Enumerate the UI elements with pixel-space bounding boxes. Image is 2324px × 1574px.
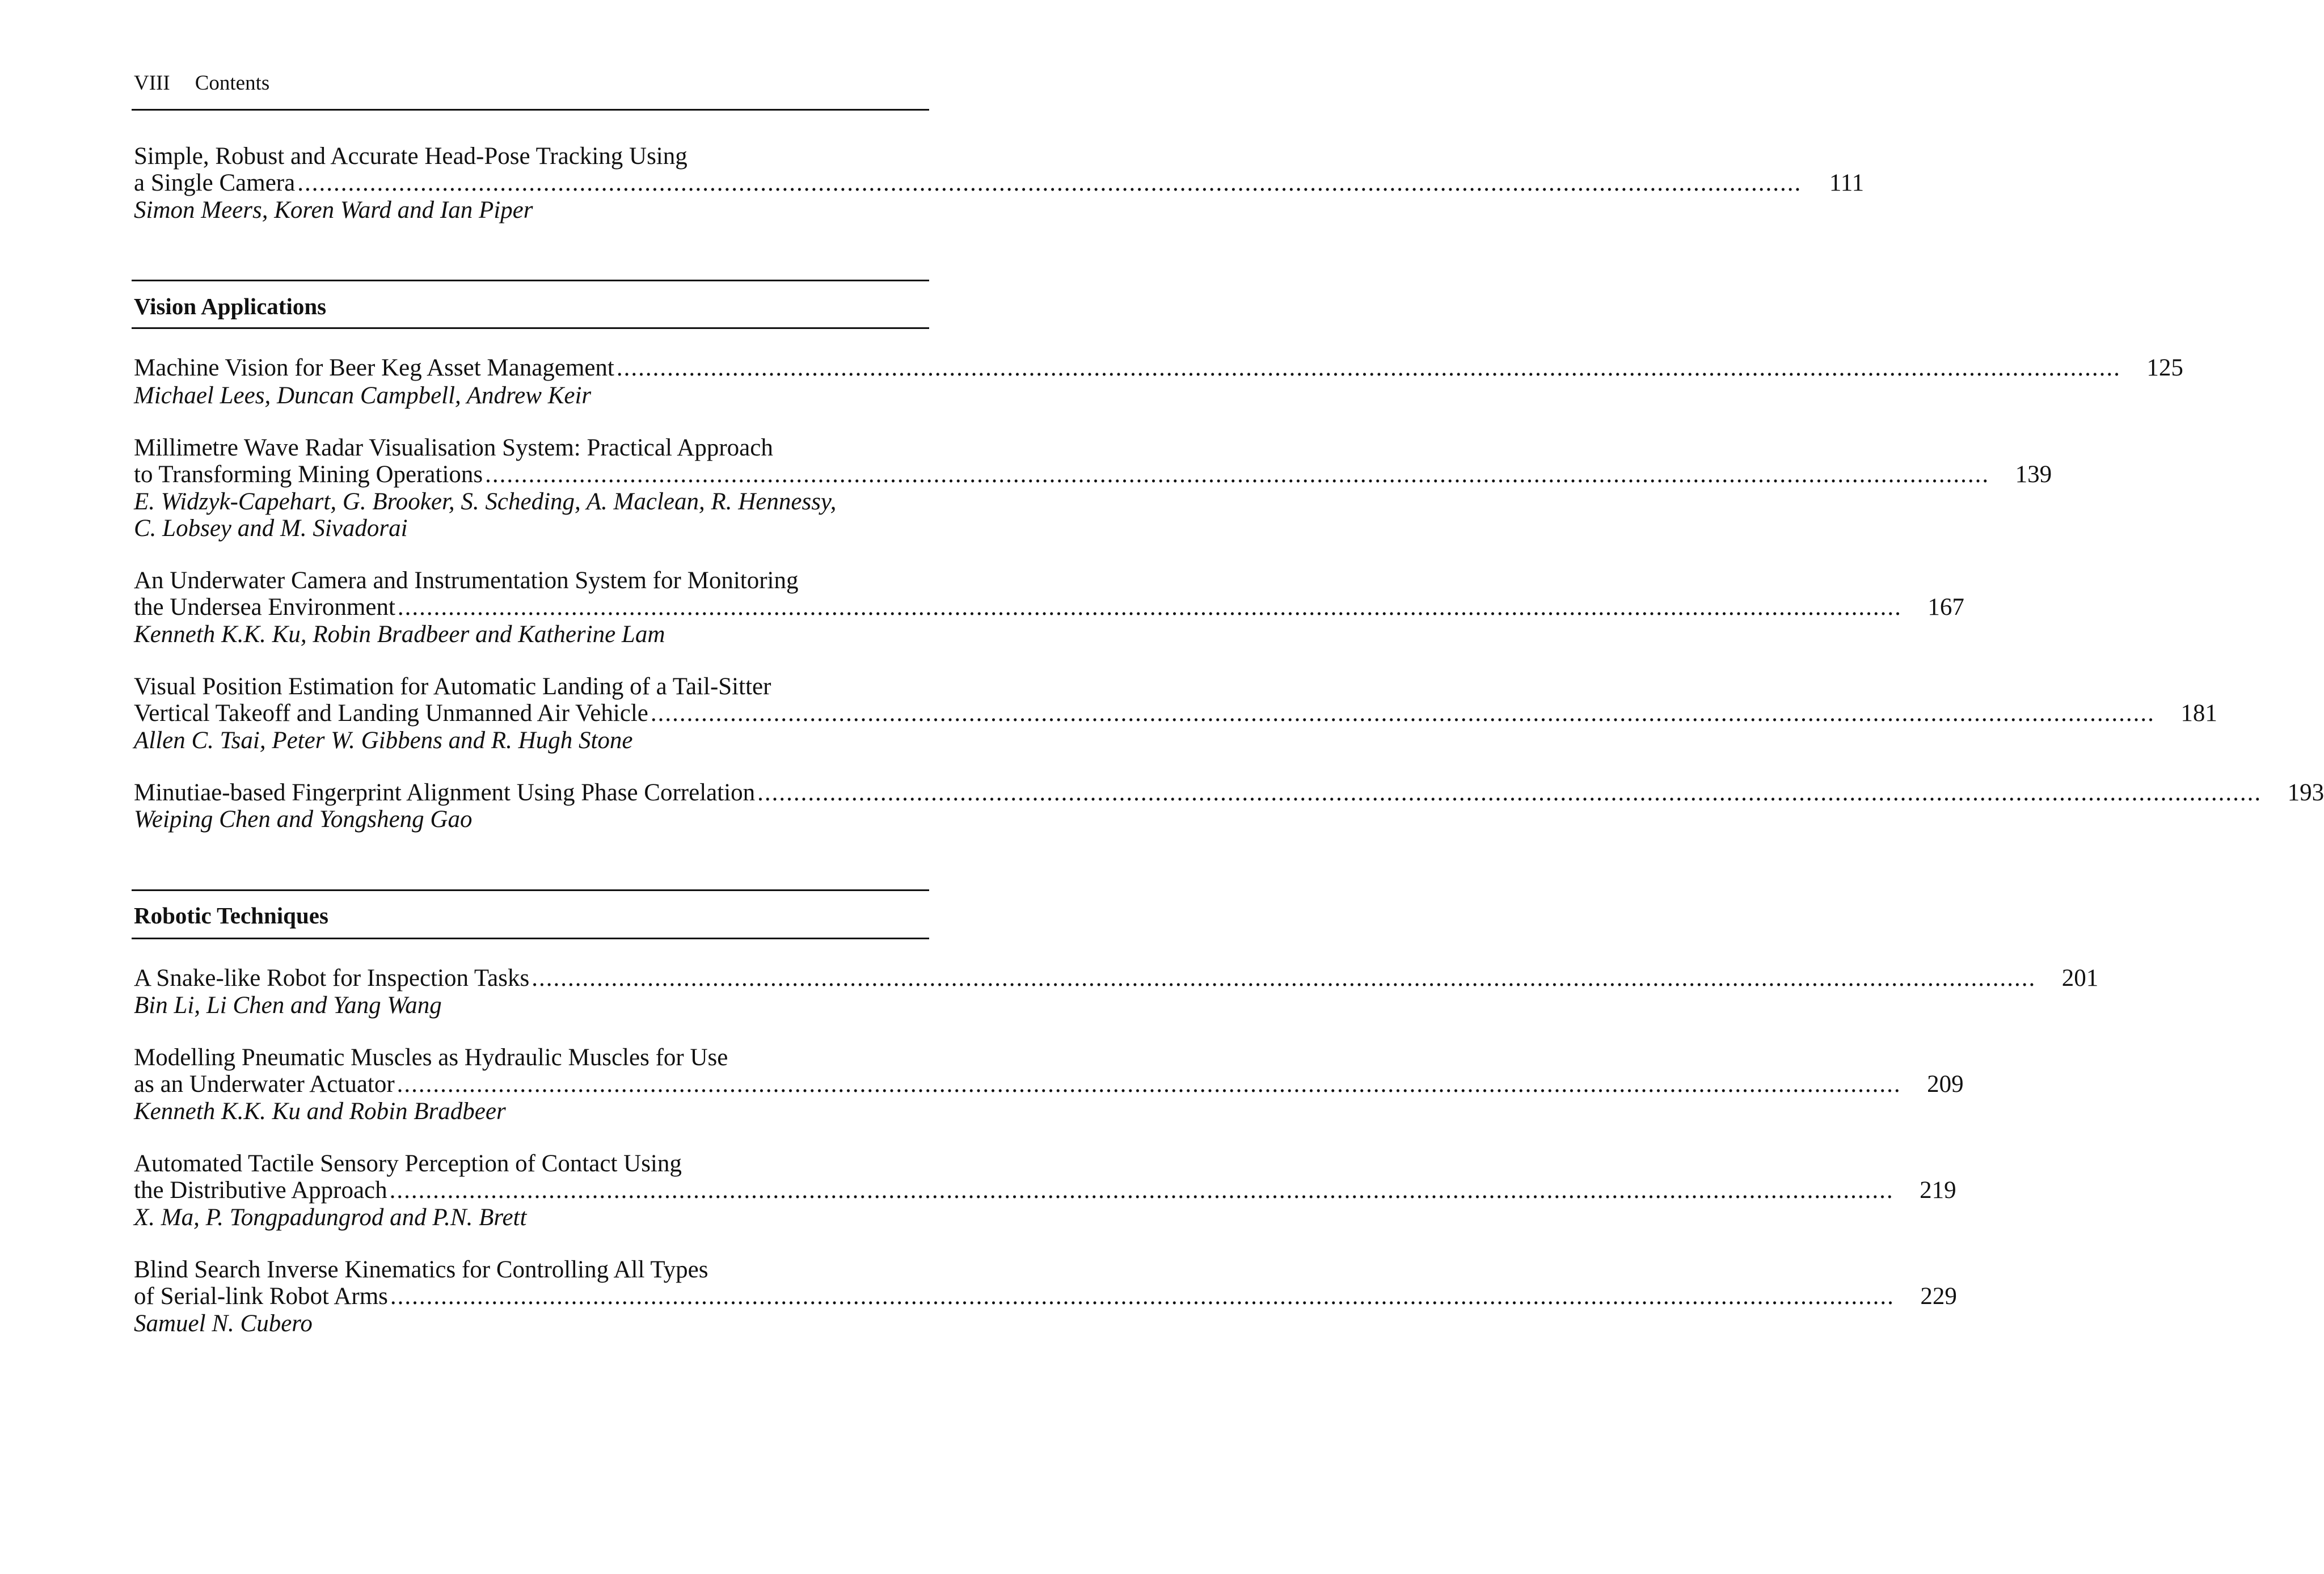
toc-entry-authors: Bin Li, Li Chen and Yang Wang: [134, 992, 442, 1019]
toc-entry-title-line: Visual Position Estimation for Automatic Landing of a Tail-Sitter: [134, 673, 771, 700]
toc-entry-page-number: 139: [2015, 461, 2052, 488]
leader-dots: ................................................................................................................................................................................................................: [757, 779, 2262, 806]
toc-entry-page-number: 111: [1829, 170, 1865, 196]
toc-entry-title-text: Minutiae-based Fingerprint Alignment Using Phase Correlation: [134, 779, 756, 806]
toc-entry-authors: Samuel N. Cubero: [134, 1310, 313, 1337]
page-number: VIII: [134, 71, 170, 95]
toc-entry-title-text: the Undersea Environment: [134, 594, 395, 621]
toc-entry-title-line: [134, 1071, 1964, 1098]
running-title: Contents: [195, 71, 270, 95]
toc-entry-title-line: Simple, Robust and Accurate Head-Pose Tracking Using: [134, 143, 688, 170]
section-rule-bottom: [132, 327, 929, 329]
toc-entry-authors: Weiping Chen and Yongsheng Gao: [134, 806, 473, 833]
toc-entry-title-line: [134, 594, 1964, 621]
toc-entry-page-number: 193: [2287, 779, 2324, 806]
leader-dots: ................................................................................................................................................................................................................: [389, 1177, 1894, 1204]
section-title-robotic-techniques: Robotic Techniques: [134, 902, 328, 929]
toc-entry-title-line: [134, 461, 2052, 488]
toc-entry-title-line: Millimetre Wave Radar Visualisation System: Practical Approach: [134, 434, 773, 461]
section-rule-top: [132, 889, 929, 891]
toc-entry-title-text: A Snake-like Robot for Inspection Tasks: [134, 965, 530, 991]
toc-entry-title-line: [134, 779, 2324, 806]
toc-entry-title-line: [134, 1177, 1956, 1204]
toc-entry-page-number: 167: [1927, 594, 1964, 621]
toc-entry-title-line: [134, 355, 2183, 381]
toc-entry-title-line: An Underwater Camera and Instrumentation System for Monitoring: [134, 567, 799, 594]
toc-entry-page-number: 209: [1927, 1071, 1964, 1098]
leader-dots: ................................................................................................................................................................................................................: [397, 1071, 1901, 1098]
toc-entry-page-number: 219: [1920, 1177, 1956, 1204]
toc-entry-authors: Allen C. Tsai, Peter W. Gibbens and R. Hugh Stone: [134, 727, 633, 754]
section-rule-top: [132, 280, 929, 281]
toc-entry-authors: E. Widzyk-Capehart, G. Brooker, S. Scheding, A. Maclean, R. Hennessy,: [134, 488, 837, 515]
toc-entry-title-line: [134, 1283, 1957, 1310]
leader-dots: ................................................................................................................................................................................................................: [616, 355, 2121, 381]
toc-entry-title-line: Automated Tactile Sensory Perception of Contact Using: [134, 1150, 682, 1177]
running-header: [134, 73, 269, 94]
toc-entry-page-number: 229: [1920, 1283, 1957, 1310]
toc-entry-title-text: Vertical Takeoff and Landing Unmanned Air Vehicle: [134, 700, 648, 727]
leader-dots: ................................................................................................................................................................................................................: [485, 461, 1990, 488]
leader-dots: ................................................................................................................................................................................................................: [397, 594, 1902, 621]
toc-entry-authors: Kenneth K.K. Ku and Robin Bradbeer: [134, 1098, 506, 1125]
toc-entry-title-text: Machine Vision for Beer Keg Asset Management: [134, 355, 614, 381]
toc-entry-authors: Michael Lees, Duncan Campbell, Andrew Keir: [134, 382, 592, 409]
toc-entry-title-text: as an Underwater Actuator: [134, 1071, 395, 1098]
toc-entry-title-line: [134, 965, 2099, 991]
leader-dots: ................................................................................................................................................................................................................: [390, 1283, 1895, 1310]
header-rule: [132, 109, 929, 111]
toc-entry-page-number: 201: [2061, 965, 2099, 991]
section-rule-bottom: [132, 938, 929, 939]
leader-dots: ................................................................................................................................................................................................................: [532, 965, 2036, 991]
toc-entry-authors: X. Ma, P. Tongpadungrod and P.N. Brett: [134, 1204, 527, 1231]
toc-entry-authors: Kenneth K.K. Ku, Robin Bradbeer and Katherine Lam: [134, 621, 665, 648]
toc-entry-title-line: [134, 170, 1865, 196]
toc-entry-title-line: Blind Search Inverse Kinematics for Controlling All Types: [134, 1256, 708, 1283]
toc-entry-title-line: Modelling Pneumatic Muscles as Hydraulic Muscles for Use: [134, 1044, 728, 1071]
toc-entry-page-number: 181: [2180, 700, 2217, 727]
toc-entry-page-number: 125: [2146, 355, 2183, 381]
toc-entry-title-text: a Single Camera: [134, 170, 296, 196]
toc-entry-title-text: of Serial-link Robot Arms: [134, 1283, 388, 1310]
toc-entry-title-text: to Transforming Mining Operations: [134, 461, 483, 488]
toc-entry-title-text: the Distributive Approach: [134, 1177, 387, 1204]
leader-dots: ................................................................................................................................................................................................................: [650, 700, 2155, 727]
section-title-vision-applications: Vision Applications: [134, 293, 327, 319]
leader-dots: ................................................................................................................................................................................................................: [297, 170, 1802, 196]
toc-entry-authors: C. Lobsey and M. Sivadorai: [134, 515, 408, 542]
toc-entry-authors: Simon Meers, Koren Ward and Ian Piper: [134, 197, 533, 223]
toc-entry-title-line: [134, 700, 2217, 727]
